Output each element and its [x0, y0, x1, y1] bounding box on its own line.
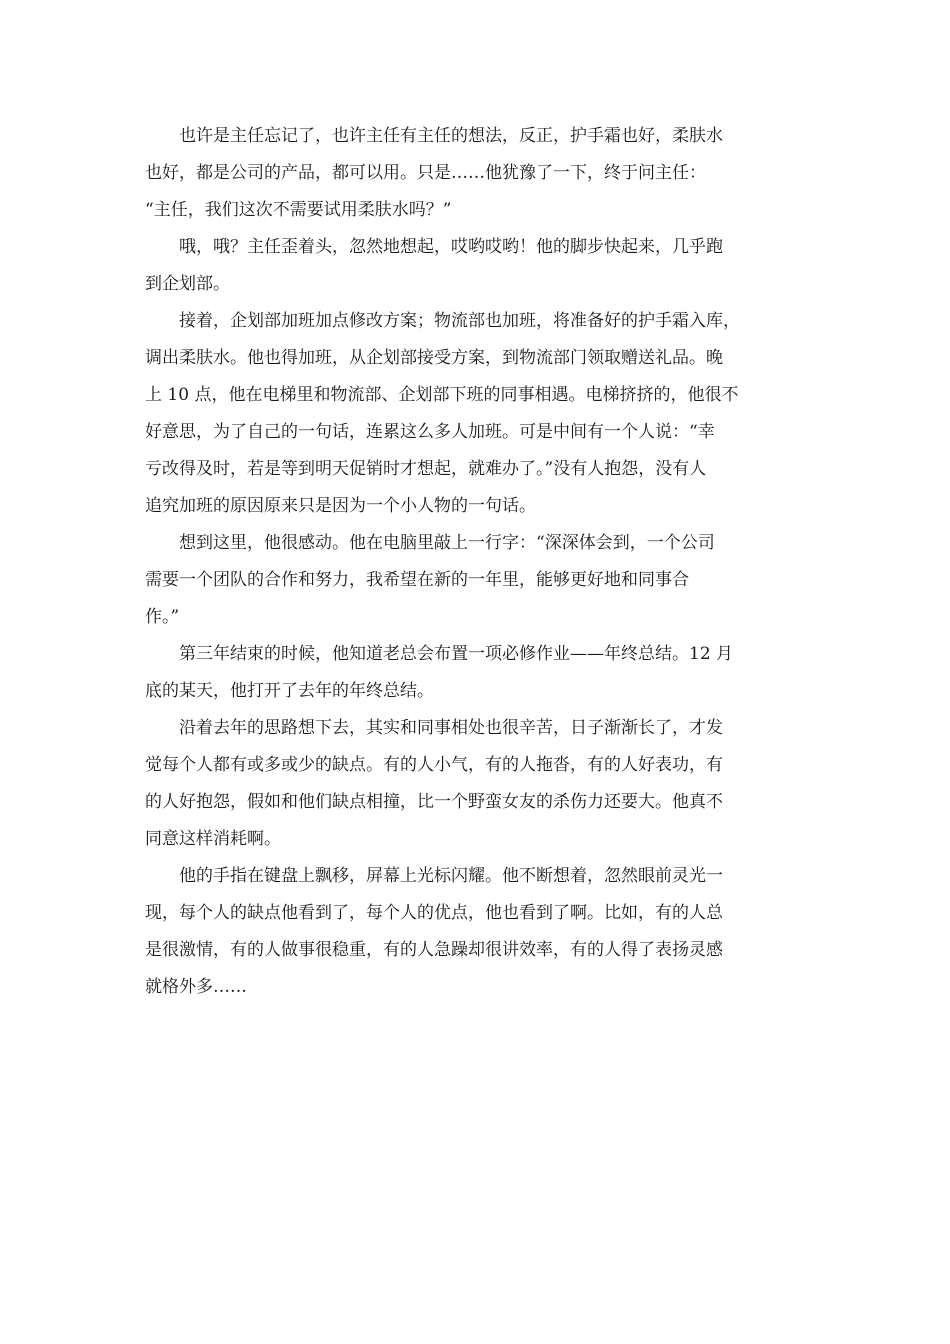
text-line: 哦，哦？主任歪着头，忽然地想起，哎哟哎哟！他的脚步快起来，几乎跑: [179, 237, 723, 257]
text-line: 就格外多……: [145, 977, 247, 997]
text-line: 同意这样消耗啊。: [145, 829, 281, 849]
text-line: “主任，我们这次不需要试用柔肤水吗？”: [145, 200, 452, 220]
paragraph-5: [145, 636, 797, 710]
paragraph-4: [145, 525, 797, 636]
text-line: 亏改得及时，若是等到明天促销时才想起，就难办了。”没有人抱怨，没有人: [145, 459, 707, 479]
text-line: 现，每个人的缺点他看到了，每个人的优点，他也看到了啊。比如，有的人总: [145, 903, 723, 923]
document-body: [145, 118, 797, 1006]
text-line: 调出柔肤水。他也得加班，从企划部接受方案，到物流部门领取赠送礼品。晚: [145, 348, 723, 368]
text-line: 接着，企划部加班加点修改方案；物流部也加班，将准备好的护手霜入库，: [179, 311, 740, 331]
text-line: 追究加班的原因原来只是因为一个小人物的一句话。: [145, 496, 536, 516]
text-line: 沿着去年的思路想下去，其实和同事相处也很辛苦，日子渐渐长了，才发: [179, 718, 723, 738]
text-line: 也许是主任忘记了，也许主任有主任的想法，反正，护手霜也好，柔肤水: [179, 126, 723, 146]
text-line: 到企划部。: [145, 274, 230, 294]
text-line: 需要一个团队的合作和努力，我希望在新的一年里，能够更好地和同事合: [145, 570, 689, 590]
text-line: 底的某天，他打开了去年的年终总结。: [145, 681, 434, 701]
paragraph-2: [145, 229, 797, 303]
paragraph-1: [145, 118, 797, 229]
text-line: 他的手指在键盘上飘移，屏幕上光标闪耀。他不断想着，忽然眼前灵光一: [179, 866, 723, 886]
text-line: 上 10 点，他在电梯里和物流部、企划部下班的同事相遇。电梯挤挤的，他很不: [145, 385, 739, 405]
paragraph-6: [145, 710, 797, 858]
text-line: 也好，都是公司的产品，都可以用。只是……他犹豫了一下，终于问主任：: [145, 163, 706, 183]
paragraph-3: [145, 303, 797, 525]
text-line: 作。”: [145, 607, 180, 627]
text-line: 是很激情，有的人做事很稳重，有的人急躁却很讲效率，有的人得了表扬灵感: [145, 940, 723, 960]
text-line: 的人好抱怨，假如和他们缺点相撞，比一个野蛮女友的杀伤力还要大。他真不: [145, 792, 723, 812]
text-line: 第三年结束的时候，他知道老总会布置一项必修作业——年终总结。12 月: [179, 644, 734, 664]
text-line: 觉每个人都有或多或少的缺点。有的人小气，有的人拖沓，有的人好表功，有: [145, 755, 723, 775]
paragraph-7: [145, 858, 797, 1006]
text-line: 想到这里，他很感动。他在电脑里敲上一行字：“深深体会到，一个公司: [179, 533, 715, 553]
text-line: 好意思，为了自己的一句话，连累这么多人加班。可是中间有一个人说：“幸: [145, 422, 715, 442]
